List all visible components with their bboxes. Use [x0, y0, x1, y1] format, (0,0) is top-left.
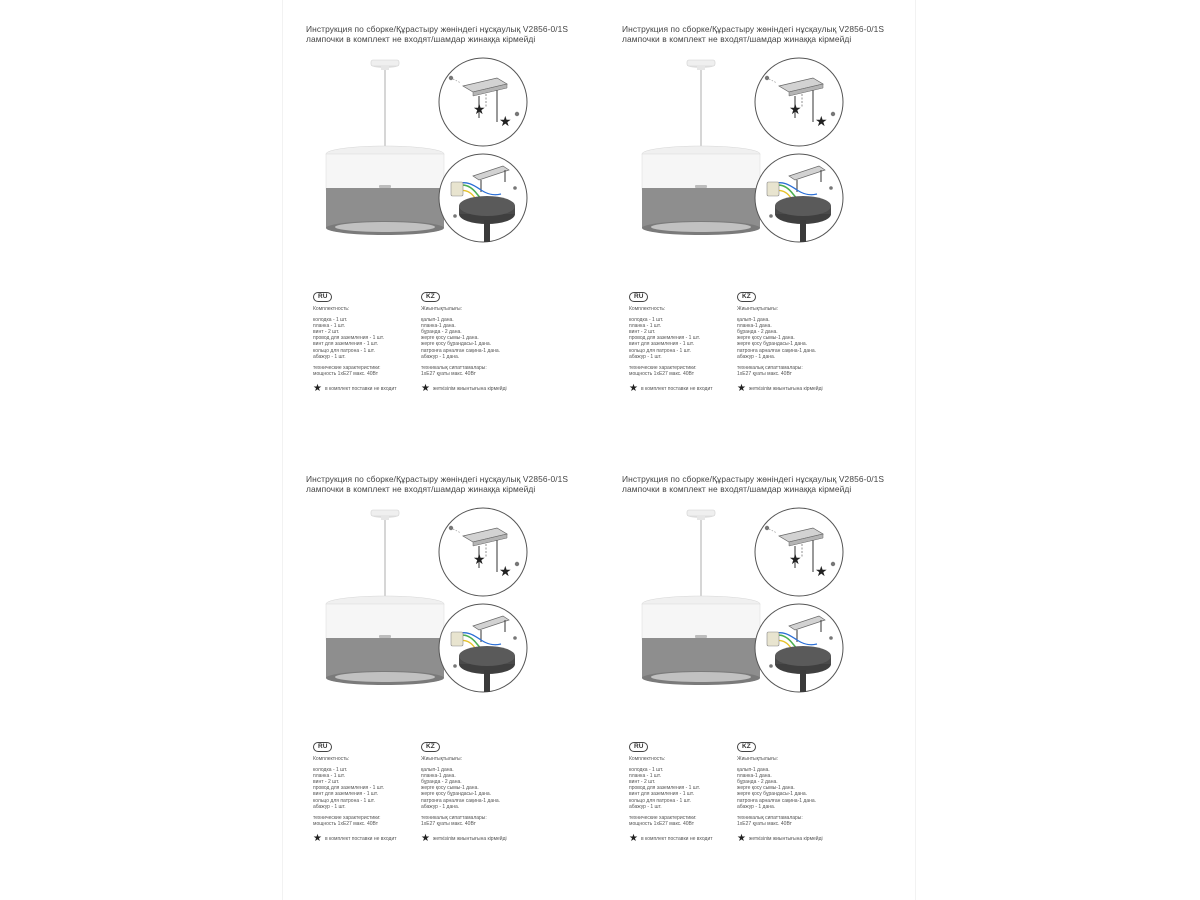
ru-specification: [629, 292, 713, 393]
star-icon: ★: [789, 552, 802, 568]
wiring-diagram: [437, 602, 529, 694]
kz-tech: [421, 815, 507, 827]
title-line-1: Инструкция по сборке/Құрастыру жөніндегі нұсқаулық V2856-0/1S: [622, 474, 885, 484]
ru-tech: [313, 365, 397, 377]
title-line-2: лампочки в комплект не входят/шамдар жинаққа кірмейді: [306, 34, 536, 44]
pendant-lamp-illustration: [323, 56, 447, 246]
kz-star-note: [737, 832, 823, 844]
kz-heading: Жиынтықтылығы:: [421, 756, 463, 762]
kz-tech-value: 1xE27 қуаты макс. 40Вт: [737, 820, 792, 827]
ru-item: винт для заземления - 1 шт.: [629, 341, 695, 348]
ru-item: абажур - 1 шт.: [313, 353, 346, 360]
ru-item: планка - 1 шт.: [313, 323, 345, 330]
ru-item: провод для заземления - 1 шт.: [629, 335, 700, 342]
ru-item: кольцо для патрона - 1 шт.: [629, 347, 691, 354]
kz-item: қалып-1 дана.: [421, 317, 454, 324]
kz-items: [737, 767, 823, 810]
ru-badge: RU: [629, 742, 648, 752]
ru-badge: RU: [629, 292, 648, 302]
ru-badge: RU: [313, 742, 332, 752]
ru-item: винт - 2 шт.: [313, 779, 340, 786]
ru-specification: [313, 742, 397, 843]
mounting-bracket-diagram: [753, 56, 845, 148]
kz-item: қалып-1 дана.: [421, 767, 454, 774]
star-icon: ★: [499, 564, 512, 580]
kz-item: абажур - 1 дана.: [421, 353, 460, 360]
kz-star-note-text: жеткізілім жиынтығына кірмейді: [432, 385, 507, 392]
kz-item: абажур - 1 дана.: [737, 803, 776, 810]
ru-item: кольцо для патрона - 1 шт.: [313, 347, 375, 354]
instruction-title: [306, 474, 568, 494]
kz-items: [737, 317, 823, 360]
kz-item: жерге қосу сымы-1 дана.: [737, 785, 795, 792]
ru-star-note: [313, 382, 397, 394]
ru-item: винт - 2 шт.: [629, 779, 656, 786]
kz-badge: KZ: [421, 742, 440, 752]
ru-item: кольцо для патрона - 1 шт.: [313, 797, 375, 804]
kz-item: жерге қосу бұрандасы-1 дана.: [737, 341, 808, 348]
ru-item: винт - 2 шт.: [629, 329, 656, 336]
kz-badge: KZ: [737, 292, 756, 302]
kz-star-note: [421, 382, 507, 394]
kz-item: жерге қосу сымы-1 дана.: [421, 335, 479, 342]
ru-heading: Комплектность:: [629, 756, 666, 762]
pendant-lamp-illustration: [639, 506, 763, 696]
instruction-panel: [599, 0, 915, 450]
kz-item: жерге қосу бұрандасы-1 дана.: [421, 791, 492, 798]
star-icon: ★: [629, 382, 638, 394]
kz-heading: Жиынтықтылығы:: [421, 306, 463, 312]
ru-star-note-text: в комплект поставки не входит: [640, 835, 713, 842]
ru-star-note: [313, 832, 397, 844]
ru-star-note-text: в комплект поставки не входит: [324, 835, 397, 842]
kz-item: қалып-1 дана.: [737, 767, 770, 774]
kz-item: жерге қосу бұрандасы-1 дана.: [421, 341, 492, 348]
kz-item: қалып-1 дана.: [737, 317, 770, 324]
ru-item: абажур - 1 шт.: [629, 803, 662, 810]
kz-star-note-text: жеткізілім жиынтығына кірмейді: [432, 835, 507, 842]
star-icon: ★: [313, 832, 322, 844]
ru-tech-value: мощность 1xE27 макс. 40Вт: [629, 820, 694, 827]
ru-items: [629, 317, 713, 360]
ru-star-note: [629, 832, 713, 844]
ru-tech-heading: технические характеристики:: [313, 364, 381, 371]
ru-item: винт для заземления - 1 шт.: [313, 341, 379, 348]
kz-star-note-text: жеткізілім жиынтығына кірмейді: [748, 385, 823, 392]
ru-badge: RU: [313, 292, 332, 302]
ru-items: [629, 767, 713, 810]
instruction-sheet: [283, 0, 915, 900]
ru-heading: Комплектность:: [629, 306, 666, 312]
kz-item: жерге қосу сымы-1 дана.: [421, 785, 479, 792]
ru-item: провод для заземления - 1 шт.: [313, 335, 384, 342]
kz-item: патронға арналған сақина-1 дана.: [737, 347, 817, 354]
title-line-2: лампочки в комплект не входят/шамдар жинаққа кірмейді: [622, 484, 852, 494]
instruction-panel: [599, 450, 915, 900]
ru-item: колодка - 1 шт.: [629, 767, 664, 774]
kz-item: патронға арналған сақина-1 дана.: [421, 347, 501, 354]
star-icon: ★: [473, 552, 486, 568]
kz-tech: [737, 365, 823, 377]
ru-item: планка - 1 шт.: [629, 773, 661, 780]
kz-item: бұранда - 2 дана.: [737, 779, 778, 786]
ru-item: винт для заземления - 1 шт.: [629, 791, 695, 798]
ru-star-note: [629, 382, 713, 394]
ru-tech-value: мощность 1xE27 макс. 40Вт: [313, 820, 378, 827]
kz-badge: KZ: [421, 292, 440, 302]
kz-item: жерге қосу сымы-1 дана.: [737, 335, 795, 342]
ru-tech-value: мощность 1xE27 макс. 40Вт: [313, 370, 378, 377]
kz-item: абажур - 1 дана.: [421, 803, 460, 810]
kz-item: бұранда - 2 дана.: [421, 779, 462, 786]
title-line-1: Инструкция по сборке/Құрастыру жөніндегі нұсқаулық V2856-0/1S: [622, 24, 885, 34]
kz-specification: [737, 742, 823, 843]
mounting-bracket-diagram: [437, 506, 529, 598]
star-icon: ★: [421, 832, 430, 844]
wiring-diagram: [753, 602, 845, 694]
kz-tech-value: 1xE27 қуаты макс. 40Вт: [421, 820, 476, 827]
title-line-1: Инструкция по сборке/Құрастыру жөніндегі нұсқаулық V2856-0/1S: [306, 474, 569, 484]
ru-tech-heading: технические характеристики:: [313, 814, 381, 821]
ru-star-note-text: в комплект поставки не входит: [640, 385, 713, 392]
star-icon: ★: [789, 102, 802, 118]
kz-items: [421, 767, 507, 810]
ru-heading: Комплектность:: [313, 306, 350, 312]
star-icon: ★: [313, 382, 322, 394]
ru-tech-value: мощность 1xE27 макс. 40Вт: [629, 370, 694, 377]
ru-tech-heading: технические характеристики:: [629, 814, 697, 821]
kz-item: планка-1 дана.: [737, 773, 772, 780]
ru-tech: [629, 365, 713, 377]
kz-item: жерге қосу бұрандасы-1 дана.: [737, 791, 808, 798]
kz-item: планка-1 дана.: [421, 323, 456, 330]
star-icon: ★: [473, 102, 486, 118]
kz-tech: [737, 815, 823, 827]
kz-badge: KZ: [737, 742, 756, 752]
kz-item: патронға арналған сақина-1 дана.: [421, 797, 501, 804]
ru-item: планка - 1 шт.: [313, 773, 345, 780]
star-icon: ★: [815, 114, 828, 130]
kz-tech-heading: техникалық сипаттамалары:: [421, 364, 487, 371]
star-icon: ★: [499, 114, 512, 130]
instruction-panel: [283, 0, 599, 450]
ru-items: [313, 767, 397, 810]
ru-item: колодка - 1 шт.: [313, 767, 348, 774]
kz-item: абажур - 1 дана.: [737, 353, 776, 360]
pendant-lamp-illustration: [639, 56, 763, 246]
ru-items: [313, 317, 397, 360]
star-icon: ★: [737, 832, 746, 844]
kz-item: бұранда - 2 дана.: [421, 329, 462, 336]
title-line-2: лампочки в комплект не входят/шамдар жинаққа кірмейді: [622, 34, 852, 44]
kz-item: планка-1 дана.: [737, 323, 772, 330]
kz-item: бұранда - 2 дана.: [737, 329, 778, 336]
wiring-diagram: [437, 152, 529, 244]
mounting-bracket-diagram: [437, 56, 529, 148]
star-icon: ★: [815, 564, 828, 580]
ru-star-note-text: в комплект поставки не входит: [324, 385, 397, 392]
wiring-diagram: [753, 152, 845, 244]
instruction-title: [622, 474, 884, 494]
instruction-title: [306, 24, 568, 44]
kz-specification: [421, 292, 507, 393]
ru-item: колодка - 1 шт.: [629, 317, 664, 324]
kz-heading: Жиынтықтылығы:: [737, 756, 779, 762]
ru-item: планка - 1 шт.: [629, 323, 661, 330]
ru-tech: [313, 815, 397, 827]
kz-tech: [421, 365, 507, 377]
kz-tech-heading: техникалық сипаттамалары:: [737, 814, 803, 821]
star-icon: ★: [421, 382, 430, 394]
ru-tech-heading: технические характеристики:: [629, 364, 697, 371]
ru-item: винт для заземления - 1 шт.: [313, 791, 379, 798]
star-icon: ★: [629, 832, 638, 844]
ru-item: кольцо для патрона - 1 шт.: [629, 797, 691, 804]
instruction-panel: [283, 450, 599, 900]
pendant-lamp-illustration: [323, 506, 447, 696]
instruction-title: [622, 24, 884, 44]
kz-tech-heading: техникалық сипаттамалары:: [737, 364, 803, 371]
kz-tech-heading: техникалық сипаттамалары:: [421, 814, 487, 821]
kz-item: планка-1 дана.: [421, 773, 456, 780]
kz-heading: Жиынтықтылығы:: [737, 306, 779, 312]
kz-star-note: [737, 382, 823, 394]
ru-item: абажур - 1 шт.: [313, 803, 346, 810]
ru-tech: [629, 815, 713, 827]
title-line-2: лампочки в комплект не входят/шамдар жинаққа кірмейді: [306, 484, 536, 494]
ru-specification: [629, 742, 713, 843]
kz-item: патронға арналған сақина-1 дана.: [737, 797, 817, 804]
ru-item: абажур - 1 шт.: [629, 353, 662, 360]
ru-item: провод для заземления - 1 шт.: [313, 785, 384, 792]
star-icon: ★: [737, 382, 746, 394]
kz-specification: [421, 742, 507, 843]
mounting-bracket-diagram: [753, 506, 845, 598]
ru-item: провод для заземления - 1 шт.: [629, 785, 700, 792]
title-line-1: Инструкция по сборке/Құрастыру жөніндегі нұсқаулық V2856-0/1S: [306, 24, 569, 34]
kz-items: [421, 317, 507, 360]
kz-star-note-text: жеткізілім жиынтығына кірмейді: [748, 835, 823, 842]
ru-specification: [313, 292, 397, 393]
kz-tech-value: 1xE27 қуаты макс. 40Вт: [737, 370, 792, 377]
ru-item: винт - 2 шт.: [313, 329, 340, 336]
kz-star-note: [421, 832, 507, 844]
kz-tech-value: 1xE27 қуаты макс. 40Вт: [421, 370, 476, 377]
ru-heading: Комплектность:: [313, 756, 350, 762]
ru-item: колодка - 1 шт.: [313, 317, 348, 324]
kz-specification: [737, 292, 823, 393]
